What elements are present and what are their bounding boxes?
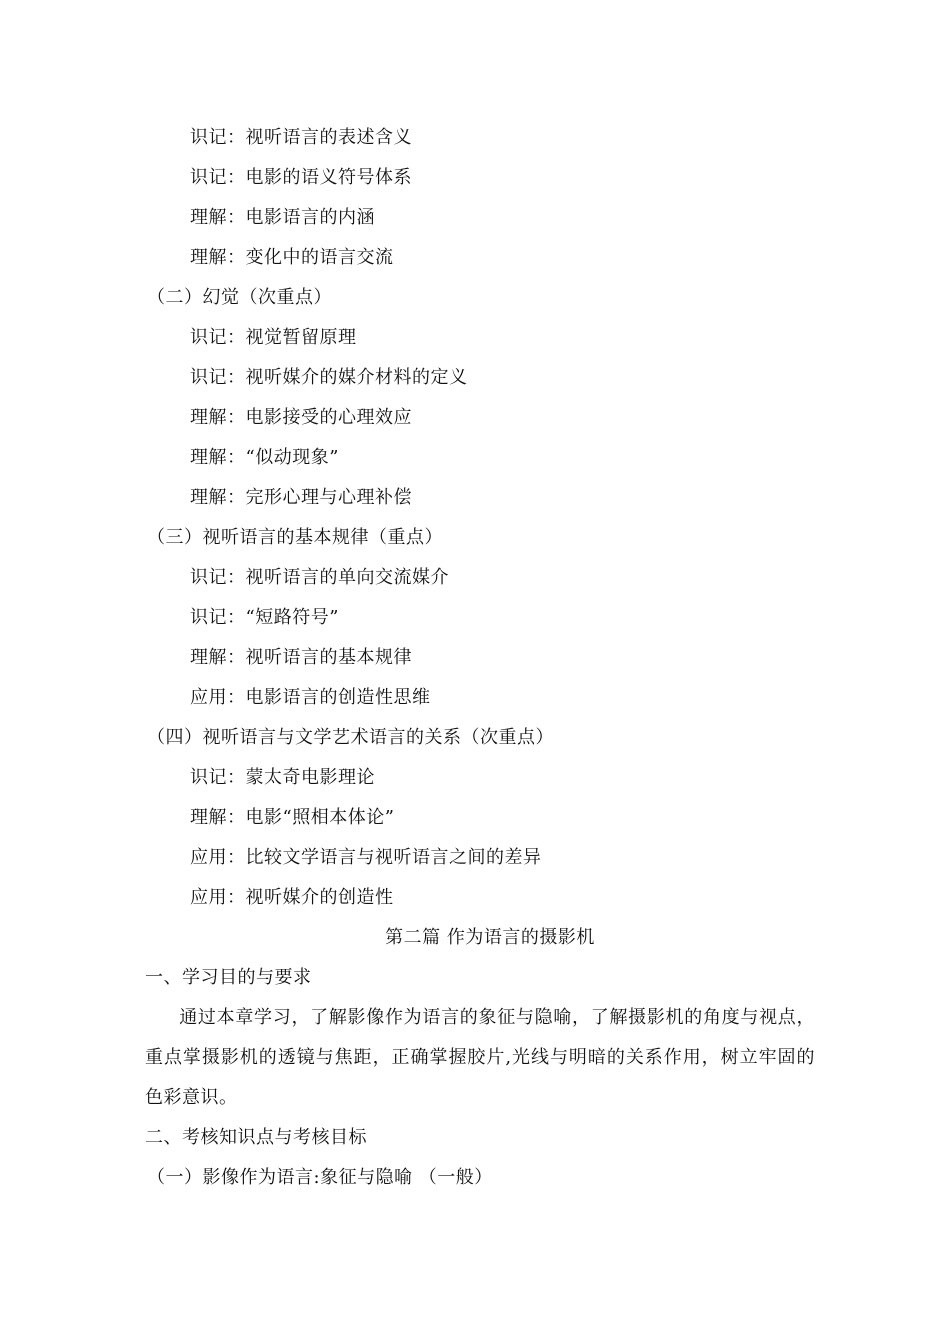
outline-item: 理解：电影语言的内涵 — [190, 207, 375, 228]
outline-item: 理解：“似动现象” — [190, 447, 339, 468]
section-heading: （三）视听语言的基本规律（重点） — [147, 527, 443, 548]
body-paragraph — [145, 998, 815, 1118]
outline-item: 识记：视听语言的表述含义 — [190, 127, 412, 148]
outline-item: 识记：“短路符号” — [190, 607, 339, 628]
outline-item: 应用：视听媒介的创造性 — [190, 887, 394, 908]
outline-item: 识记：电影的语义符号体系 — [190, 167, 412, 188]
outline-item: 理解：视听语言的基本规律 — [190, 647, 412, 668]
chapter-title: 第二篇 作为语言的摄影机 — [385, 927, 595, 948]
heading-learning-goals: 一、学习目的与要求 — [145, 967, 312, 988]
outline-item: 理解：完形心理与心理补偿 — [190, 487, 412, 508]
section-heading: （二）幻觉（次重点） — [147, 287, 332, 308]
outline-item: 识记：视听语言的单向交流媒介 — [190, 567, 449, 588]
body-paragraph-text: 通过本章学习，了解影像作为语言的象征与隐喻，了解摄影机的角度与视点，重点掌摄影机的透镜与焦距，正确掌握胶片,光线与明暗的关系作用，树立牢固的色彩意识。 — [145, 1007, 815, 1108]
heading-assessment: 二、考核知识点与考核目标 — [145, 1127, 367, 1148]
section-heading: （一）影像作为语言:象征与隐喻 （一般） — [147, 1167, 493, 1188]
outline-item: 理解：变化中的语言交流 — [190, 247, 394, 268]
outline-item: 识记：蒙太奇电影理论 — [190, 767, 375, 788]
outline-item: 应用：比较文学语言与视听语言之间的差异 — [190, 847, 542, 868]
outline-item: 识记：视觉暂留原理 — [190, 327, 357, 348]
outline-item: 识记：视听媒介的媒介材料的定义 — [190, 367, 468, 388]
section-heading: （四）视听语言与文学艺术语言的关系（次重点） — [147, 727, 554, 748]
outline-item: 理解：电影接受的心理效应 — [190, 407, 412, 428]
outline-item: 应用：电影语言的创造性思维 — [190, 687, 431, 708]
outline-item: 理解：电影“照相本体论” — [190, 807, 395, 828]
